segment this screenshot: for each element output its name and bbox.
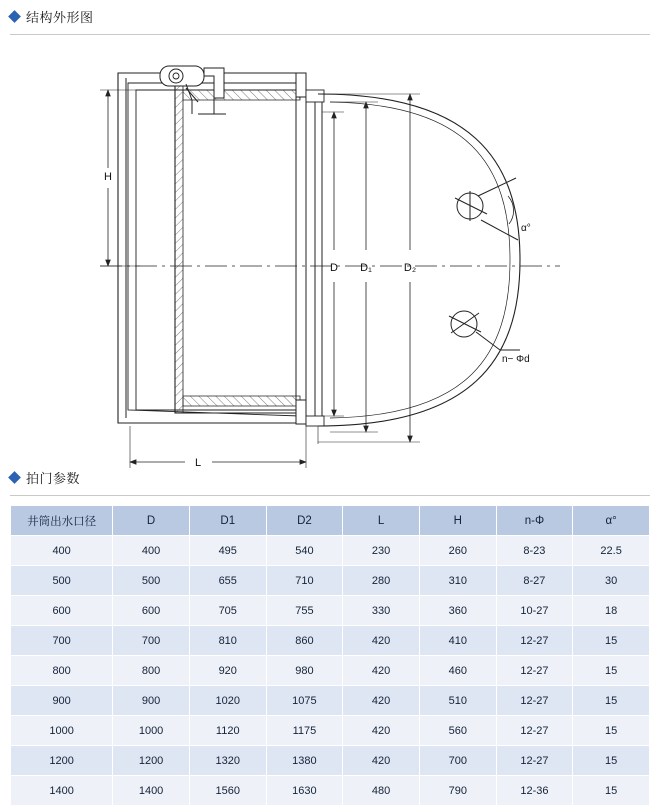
table-cell-r3-c3: 860 (266, 626, 343, 656)
section-header-drawing (0, 7, 660, 26)
params-table-wrapper (10, 505, 650, 806)
table-cell-r8-c1: 1400 (113, 776, 190, 806)
table-cell-r2-c4: 330 (343, 596, 420, 626)
table-header-cell-1: D (113, 506, 190, 536)
table-row (11, 656, 650, 686)
table-cell-r3-c5: 410 (419, 626, 496, 656)
table-header-row (11, 506, 650, 536)
table-cell-r0-c1: 400 (113, 536, 190, 566)
table-row (11, 686, 650, 716)
table-cell-r8-c5: 790 (419, 776, 496, 806)
table-cell-r1-c4: 280 (343, 566, 420, 596)
table-cell-r5-c0: 900 (11, 686, 113, 716)
table-cell-r5-c2: 1020 (189, 686, 266, 716)
dim-label-D1: D₁ (360, 262, 372, 274)
table-cell-r4-c5: 460 (419, 656, 496, 686)
dim-label-D2: D₂ (403, 262, 417, 274)
table-cell-r5-c1: 900 (113, 686, 190, 716)
section-title-params: 拍门参数 (26, 471, 81, 486)
divider-params (10, 495, 650, 496)
table-cell-r1-c6: 8-27 (496, 566, 573, 596)
table-cell-r2-c2: 705 (189, 596, 266, 626)
table-cell-r7-c2: 1320 (189, 746, 266, 776)
table-cell-r0-c2: 495 (189, 536, 266, 566)
dim-label-alpha: α° (521, 223, 531, 234)
table-cell-r4-c3: 980 (266, 656, 343, 686)
table-row (11, 776, 650, 806)
table-cell-r3-c1: 700 (113, 626, 190, 656)
table-cell-r0-c0: 400 (11, 536, 113, 566)
table-cell-r8-c6: 12-36 (496, 776, 573, 806)
table-cell-r6-c0: 1000 (11, 716, 113, 746)
table-cell-r3-c4: 420 (343, 626, 420, 656)
table-cell-r6-c7: 15 (573, 716, 650, 746)
table-cell-r3-c7: 15 (573, 626, 650, 656)
table-cell-r0-c6: 8-23 (496, 536, 573, 566)
table-cell-r1-c3: 710 (266, 566, 343, 596)
table-cell-r6-c3: 1175 (266, 716, 343, 746)
table-cell-r4-c1: 800 (113, 656, 190, 686)
table-cell-r2-c6: 10-27 (496, 596, 573, 626)
dim-label-D: D (330, 262, 338, 274)
table-cell-r4-c7: 15 (573, 656, 650, 686)
table-cell-r1-c2: 655 (189, 566, 266, 596)
table-row (11, 566, 650, 596)
table-cell-r2-c5: 360 (419, 596, 496, 626)
table-cell-r7-c6: 12-27 (496, 746, 573, 776)
table-cell-r0-c3: 540 (266, 536, 343, 566)
dim-label-L: L (194, 457, 202, 468)
table-row (11, 746, 650, 776)
table-header-cell-6: n-Φ (496, 506, 573, 536)
table-cell-r2-c7: 18 (573, 596, 650, 626)
table-cell-r2-c1: 600 (113, 596, 190, 626)
table-cell-r5-c4: 420 (343, 686, 420, 716)
table-header-cell-2: D1 (189, 506, 266, 536)
table-cell-r4-c2: 920 (189, 656, 266, 686)
dim-label-holes: n− Φd (502, 354, 530, 365)
table-header-cell-3: D2 (266, 506, 343, 536)
table-cell-r0-c7: 22.5 (573, 536, 650, 566)
table-row (11, 596, 650, 626)
table-cell-r6-c5: 560 (419, 716, 496, 746)
table-cell-r6-c2: 1120 (189, 716, 266, 746)
table-cell-r0-c4: 230 (343, 536, 420, 566)
table-cell-r3-c6: 12-27 (496, 626, 573, 656)
diamond-bullet-icon (8, 10, 21, 23)
table-cell-r4-c0: 800 (11, 656, 113, 686)
table-row (11, 626, 650, 656)
table-row (11, 716, 650, 746)
table-header-cell-7: α° (573, 506, 650, 536)
table-cell-r7-c3: 1380 (266, 746, 343, 776)
table-cell-r1-c0: 500 (11, 566, 113, 596)
table-cell-r7-c4: 420 (343, 746, 420, 776)
section-title-drawing: 结构外形图 (26, 10, 94, 25)
table-cell-r8-c7: 15 (573, 776, 650, 806)
table-cell-r4-c6: 12-27 (496, 656, 573, 686)
dim-label-H: H (104, 171, 112, 183)
table-cell-r0-c5: 260 (419, 536, 496, 566)
table-cell-r6-c1: 1000 (113, 716, 190, 746)
table-header-cell-0: 井筒出水口径 (11, 506, 113, 536)
table-cell-r7-c0: 1200 (11, 746, 113, 776)
table-cell-r2-c3: 755 (266, 596, 343, 626)
table-cell-r6-c6: 12-27 (496, 716, 573, 746)
diamond-bullet-icon (8, 471, 21, 484)
table-cell-r8-c0: 1400 (11, 776, 113, 806)
table-header-cell-5: H (419, 506, 496, 536)
table-body (11, 536, 650, 806)
table-cell-r1-c1: 500 (113, 566, 190, 596)
structure-outline-drawing (0, 28, 660, 468)
table-cell-r5-c3: 1075 (266, 686, 343, 716)
table-cell-r5-c5: 510 (419, 686, 496, 716)
table-cell-r6-c4: 420 (343, 716, 420, 746)
table-cell-r8-c3: 1630 (266, 776, 343, 806)
table-cell-r8-c4: 480 (343, 776, 420, 806)
table-cell-r4-c4: 420 (343, 656, 420, 686)
table-header-cell-4: L (343, 506, 420, 536)
table-cell-r1-c7: 30 (573, 566, 650, 596)
table-cell-r5-c7: 15 (573, 686, 650, 716)
table-cell-r1-c5: 310 (419, 566, 496, 596)
table-cell-r7-c5: 700 (419, 746, 496, 776)
table-cell-r3-c2: 810 (189, 626, 266, 656)
table-cell-r7-c1: 1200 (113, 746, 190, 776)
table-cell-r8-c2: 1560 (189, 776, 266, 806)
table-row (11, 536, 650, 566)
table-cell-r3-c0: 700 (11, 626, 113, 656)
table-cell-r5-c6: 12-27 (496, 686, 573, 716)
table-cell-r2-c0: 600 (11, 596, 113, 626)
table-cell-r7-c7: 15 (573, 746, 650, 776)
params-table (10, 505, 650, 806)
section-header-params (0, 468, 660, 487)
